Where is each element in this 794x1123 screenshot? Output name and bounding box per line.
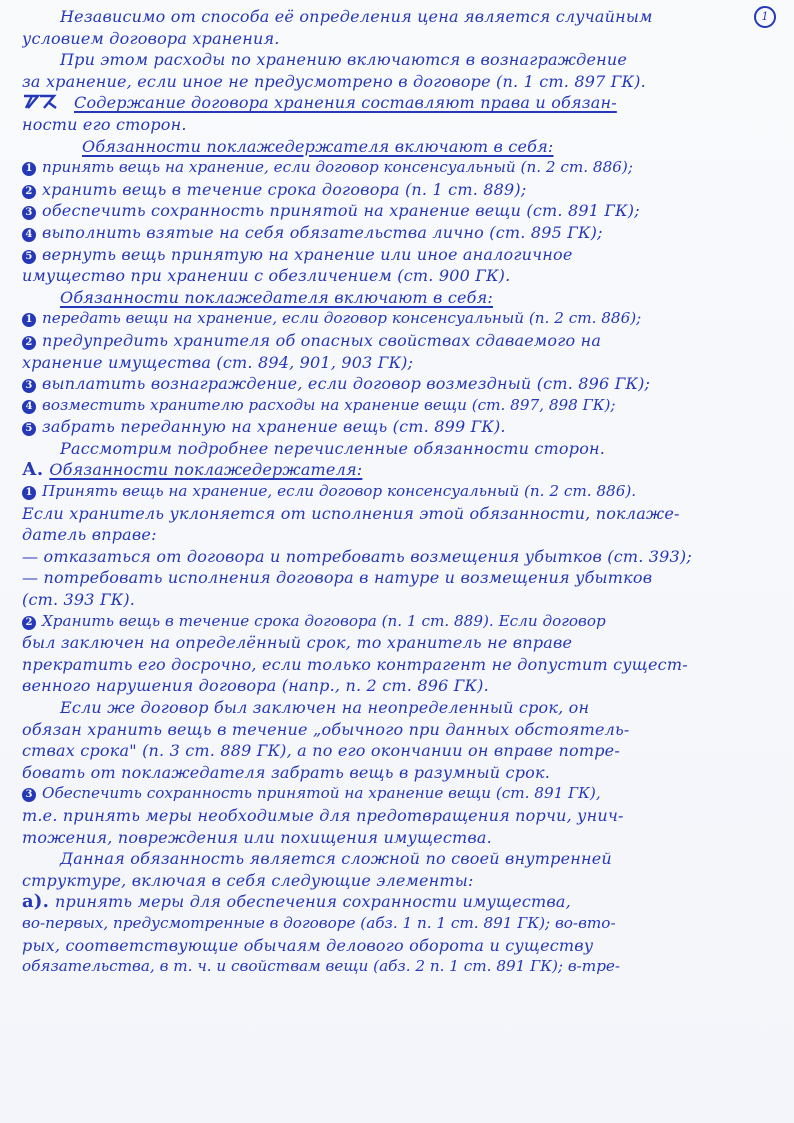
list-item bbox=[22, 200, 780, 222]
sub-item-text: принять меры для обеспечения сохранности имущества, bbox=[55, 892, 571, 912]
text-line: При этом расходы по хранению включаются в вознаграждение bbox=[60, 50, 628, 70]
text-line: ствах срока" (п. 3 ст. 889 ГК), а по его окончании он вправе потре- bbox=[22, 741, 620, 761]
list-item-text: принять вещь на хранение, если договор консенсуальный (п. 2 ст. 886); bbox=[42, 158, 633, 177]
item-number: 5 bbox=[22, 422, 36, 436]
text-line: был заключен на определённый срок, то хранитель не вправе bbox=[22, 633, 573, 653]
text-line: Если хранитель уклоняется от исполнения этой обязанности, поклаже- bbox=[22, 503, 680, 523]
list-item-text: обеспечить сохранность принятой на хранение вещи (ст. 891 ГК); bbox=[42, 201, 640, 221]
text-line: прекратить его досрочно, если только контрагент не допустит сущест- bbox=[22, 654, 688, 674]
list-item bbox=[22, 611, 780, 633]
text-line: обязательства, в т. ч. и свойствам вещи (абз. 2 п. 1 ст. 891 ГК); в-тре- bbox=[22, 957, 621, 976]
text-line: Данная обязанность является сложной по своей внутренней bbox=[60, 849, 612, 869]
list-item-text: передать вещи на хранение, если договор консенсуальный (п. 2 ст. 886); bbox=[42, 309, 642, 328]
sub-item-letter: а). bbox=[22, 891, 50, 913]
text-line: — отказаться от договора и потребовать возмещения убытков (ст. 393); bbox=[22, 546, 692, 566]
list-item bbox=[22, 783, 780, 805]
list-item-text: предупредить хранителя об опасных свойствах сдаваемого на bbox=[42, 330, 602, 350]
text-line: — потребовать исполнения договора в натуре и возмещения убытков bbox=[22, 568, 653, 588]
list-item bbox=[22, 481, 780, 503]
text-line: тожения, повреждения или похищения имущества. bbox=[22, 827, 492, 847]
text-line: структуре, включая в себя следующие элементы: bbox=[22, 870, 474, 890]
text-line: венного нарушения договора (напр., п. 2 ст. 896 ГК). bbox=[22, 676, 489, 696]
text-line: т.е. принять меры необходимые для предотвращения порчи, унич- bbox=[22, 805, 624, 825]
text-line: ности его сторон. bbox=[22, 114, 187, 134]
text-line: условием договора хранения. bbox=[22, 28, 280, 48]
item-number: 2 bbox=[22, 336, 36, 350]
text-line: хранение имущества (ст. 894, 901, 903 ГК); bbox=[22, 352, 414, 372]
list-item bbox=[22, 373, 780, 395]
item-number: 3 bbox=[22, 206, 36, 220]
list-item-text: Принять вещь на хранение, если договор консенсуальный (п. 2 ст. 886). bbox=[42, 482, 637, 501]
list-item bbox=[22, 222, 780, 244]
item-number: 1 bbox=[22, 162, 36, 176]
list-item-text: забрать переданную на хранение вещь (ст. 899 ГК). bbox=[42, 417, 506, 437]
section-heading-line bbox=[22, 92, 780, 114]
list-item bbox=[22, 330, 780, 352]
section-a-heading-line bbox=[22, 459, 780, 481]
item-number: 2 bbox=[22, 616, 36, 630]
text-line: обязан хранить вещь в течение „обычного при данных обстоятель- bbox=[22, 719, 630, 739]
text-line: (ст. 393 ГК). bbox=[22, 590, 136, 610]
text-line: Если же договор был заключен на неопределенный срок, он bbox=[60, 698, 590, 717]
text-line: Рассмотрим подробнее перечисленные обязанности сторон. bbox=[60, 438, 606, 458]
item-number: 4 bbox=[22, 228, 36, 242]
text-line: имущество при хранении с обезличением (ст. 900 ГК). bbox=[22, 266, 511, 286]
text-line: во-первых, предусмотренные в договоре (абз. 1 п. 1 ст. 891 ГК); во-вто- bbox=[22, 913, 616, 932]
item-number: 5 bbox=[22, 250, 36, 264]
section-a-heading: Обязанности поклажедержателя: bbox=[49, 460, 363, 480]
list-item bbox=[22, 157, 780, 179]
sub-item bbox=[22, 891, 780, 913]
list-item bbox=[22, 179, 780, 201]
item-number: 4 bbox=[22, 400, 36, 414]
list-item-text: Обеспечить сохранность принятой на хранение вещи (ст. 891 ГК), bbox=[42, 784, 601, 803]
list-item-text: выполнить взятые на себя обязательства лично (ст. 895 ГК); bbox=[42, 222, 603, 242]
page-number: 1 bbox=[754, 6, 776, 28]
text-line: Независимо от способа её определения цена является случайным bbox=[60, 7, 653, 26]
item-number: 3 bbox=[22, 788, 36, 802]
section-symbol-icon bbox=[22, 93, 58, 111]
item-number: 2 bbox=[22, 185, 36, 199]
section-letter: А. bbox=[22, 459, 44, 481]
list-item-text: Хранить вещь в течение срока договора (п. 1 ст. 889). Если договор bbox=[42, 611, 606, 630]
list-item bbox=[22, 244, 780, 266]
list-item-text: возместить хранителю расходы на хранение вещи (ст. 897, 898 ГК); bbox=[42, 395, 616, 414]
section-heading: Содержание договора хранения составляют права и обязан- bbox=[74, 93, 617, 113]
item-number: 1 bbox=[22, 313, 36, 327]
item-number: 3 bbox=[22, 379, 36, 393]
list-heading: Обязанности поклажедержателя включают в себя: bbox=[82, 136, 554, 156]
list-item-text: вернуть вещь принятую на хранение или иное аналогичное bbox=[42, 244, 573, 264]
list-item bbox=[22, 416, 780, 438]
item-number: 1 bbox=[22, 486, 36, 500]
list-item bbox=[22, 308, 780, 330]
list-item bbox=[22, 395, 780, 417]
text-line: датель вправе: bbox=[22, 525, 157, 545]
text-line: рых, соответствующие обычаям делового оборота и существу bbox=[22, 935, 594, 955]
text-line: за хранение, если иное не предусмотрено в договоре (п. 1 ст. 897 ГК). bbox=[22, 71, 646, 91]
text-line: бовать от поклажедателя забрать вещь в разумный срок. bbox=[22, 762, 551, 782]
list-heading: Обязанности поклажедателя включают в себя: bbox=[60, 287, 493, 307]
list-item-text: выплатить вознаграждение, если договор возмездный (ст. 896 ГК); bbox=[42, 374, 651, 394]
list-item-text: хранить вещь в течение срока договора (п. 1 ст. 889); bbox=[42, 179, 527, 199]
